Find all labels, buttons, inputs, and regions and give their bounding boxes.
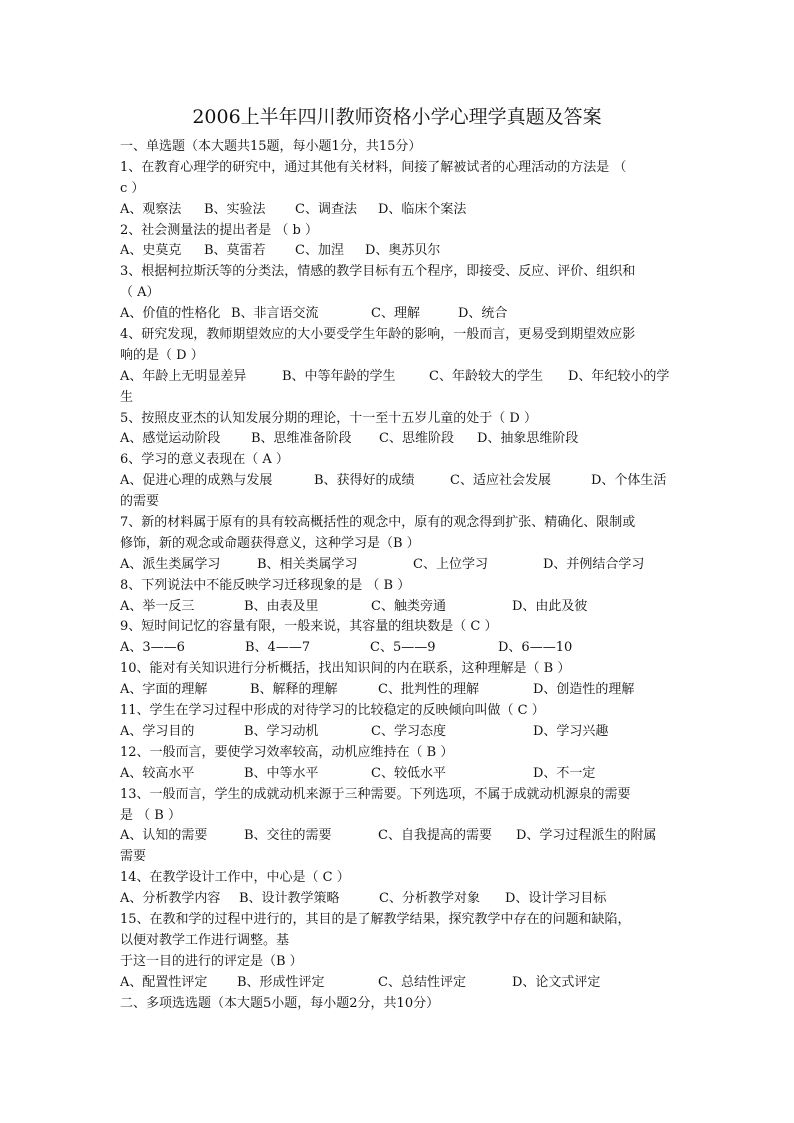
option-item: A、较高水平 <box>120 765 195 781</box>
text-line: 修饰，新的观念或命题获得意义，这种学习是（B ） <box>120 535 420 551</box>
option-item: B、非言语交流 <box>231 306 319 322</box>
option-row <box>120 429 680 450</box>
option-item: B、学习动机 <box>244 723 319 739</box>
option-row <box>120 555 680 576</box>
option-row <box>120 304 680 325</box>
text-line: 14、在教学设计工作中，中心是（ C ） <box>120 870 350 886</box>
text-line: 5、按照皮亚杰的认知发展分期的理论，十一至十五岁儿童的处于（ D ） <box>120 410 537 426</box>
text-line: 生 <box>120 389 134 405</box>
option-item: C、上位学习 <box>413 556 488 572</box>
option-row <box>120 973 680 994</box>
option-item: A、感觉运动阶段 <box>120 431 221 447</box>
option-item: D、学习兴趣 <box>533 723 609 739</box>
option-item: C、触类旁通 <box>371 598 446 614</box>
text-line: 13、一般而言，学生的成就动机来源于三种需要。下列选项，不属于成就动机源泉的需要 <box>120 786 631 802</box>
option-item: D、并例结合学习 <box>543 556 645 572</box>
option-row <box>120 638 680 659</box>
option-item: A、价值的性格化 <box>120 306 221 322</box>
option-item: A、配置性评定 <box>120 974 208 990</box>
option-item: B、中等年龄的学生 <box>282 368 396 384</box>
option-item: B、相关类属学习 <box>257 556 358 572</box>
option-item: B、设计教学策略 <box>239 891 340 907</box>
option-row <box>120 722 680 743</box>
option-item: D、个体生活 <box>591 473 667 489</box>
text-line: 4、研究发现，教师期望效应的大小要受学生年龄的影响，一般而言，更易受到期望效应影 <box>120 327 636 343</box>
option-item: D、由此及彼 <box>512 598 588 614</box>
text-line: 一、单选题（本大题共15题，每小题1分，共15分） <box>120 139 422 154</box>
text-line: 以便对教学工作进行调整。基 <box>120 932 290 948</box>
option-item: A、史莫克 <box>120 243 182 259</box>
text-line: 是 （ B ） <box>120 807 181 823</box>
option-item: B、4——7 <box>245 640 311 656</box>
option-item: C、批判性的理解 <box>378 682 479 698</box>
option-item: C、5——9 <box>370 640 436 656</box>
option-item: B、实验法 <box>204 201 266 217</box>
option-item: D、统合 <box>458 306 508 322</box>
text-line: （ A） <box>120 285 160 301</box>
option-item: C、思维阶段 <box>379 431 454 447</box>
option-row <box>120 367 680 388</box>
text-line: 7、新的材料属于原有的具有较高概括性的观念中，原有的观念得到扩张、精确化、限制或 <box>120 515 636 531</box>
option-item: B、获得好的成绩 <box>314 473 415 489</box>
option-item: B、由表及里 <box>244 598 319 614</box>
option-item: C、自我提高的需要 <box>378 828 492 844</box>
option-item: A、字面的理解 <box>120 682 208 698</box>
option-item: D、不一定 <box>533 765 596 781</box>
text-line: c ） <box>120 180 145 196</box>
option-item: D、6——10 <box>498 640 573 656</box>
option-item: A、分析教学内容 <box>120 891 221 907</box>
document-title: 2006上半年四川教师资格小学心理学真题及答案 <box>192 106 602 128</box>
text-line: 9、短时间记忆的容量有限，一般来说，其容量的组块数是（ C ） <box>120 619 498 635</box>
option-item: C、分析教学对象 <box>379 891 480 907</box>
text-line: 响的是（ D ） <box>120 347 204 363</box>
option-row <box>120 680 680 701</box>
option-item: A、观察法 <box>120 201 182 217</box>
option-item: C、年龄较大的学生 <box>429 368 543 384</box>
option-item: C、学习态度 <box>371 723 446 739</box>
text-line: 11、学生在学习过程中形成的对待学习的比较稳定的反映倾向叫做（ C ） <box>120 703 545 719</box>
option-item: B、形成性评定 <box>237 974 325 990</box>
option-item: A、举一反三 <box>120 598 195 614</box>
option-row <box>120 200 680 221</box>
option-item: A、年龄上无明显差异 <box>120 368 247 384</box>
option-item: B、中等水平 <box>244 765 319 781</box>
option-item: A、促进心理的成熟与发展 <box>120 473 273 489</box>
option-item: D、年纪较小的学 <box>568 368 670 384</box>
option-item: C、较低水平 <box>371 765 446 781</box>
option-item: A、学习目的 <box>120 723 195 739</box>
option-row <box>120 241 680 262</box>
option-row <box>120 764 680 785</box>
option-item: C、加涅 <box>295 243 344 259</box>
text-line: 于这一目的进行的评定是（B ） <box>120 953 303 969</box>
text-line: 10、能对有关知识进行分析概括，找出知识间的内在联系，这种理解是（ B ） <box>120 661 571 677</box>
option-row <box>120 826 680 847</box>
text-line: 3、根据柯拉斯沃等的分类法，情感的教学目标有五个程序，即接受、反应、评价、组织和 <box>120 264 636 280</box>
option-item: D、学习过程派生的附属 <box>516 828 657 844</box>
option-item: B、莫雷若 <box>204 243 266 259</box>
text-line: 15、在教和学的过程中进行的，其目的是了解教学结果，探究教学中存在的问题和缺陷， <box>120 911 631 927</box>
text-line: 1、在教育心理学的研究中，通过其他有关材料，间接了解被试者的心理活动的方法是 （ <box>120 159 627 175</box>
option-item: D、论文式评定 <box>512 974 601 990</box>
text-line: 6、学习的意义表现在（ A ） <box>120 452 289 468</box>
text-line: 的需要 <box>120 494 160 510</box>
option-row <box>120 471 680 492</box>
option-item: C、适应社会发展 <box>450 473 551 489</box>
option-row <box>120 597 680 618</box>
text-line: 需要 <box>120 849 147 865</box>
option-item: C、理解 <box>371 306 420 322</box>
option-item: A、认知的需要 <box>120 828 208 844</box>
option-item: D、创造性的理解 <box>533 682 635 698</box>
option-item: C、调查法 <box>295 201 357 217</box>
option-item: B、解释的理解 <box>250 682 338 698</box>
text-line: 二、多项选选题（本大题5小题，每小题2分，共10分） <box>120 995 440 1011</box>
option-item: C、总结性评定 <box>378 974 466 990</box>
text-line: 12、一般而言，要使学习效率较高，动机应维持在（ B ） <box>120 744 454 760</box>
option-item: A、3——6 <box>120 640 185 656</box>
option-item: B、交往的需要 <box>244 828 332 844</box>
question-list <box>120 137 680 1014</box>
option-item: D、临床个案法 <box>378 201 467 217</box>
option-item: D、设计学习目标 <box>505 891 607 907</box>
option-item: A、派生类属学习 <box>120 556 221 572</box>
option-item: B、思维准备阶段 <box>251 431 352 447</box>
option-row <box>120 889 680 910</box>
text-line: 2、社会测量法的提出者是 （ b ） <box>120 222 318 238</box>
text-line: 8、下列说法中不能反映学习迁移现象的是 （ B ） <box>120 577 411 593</box>
option-item: D、奥苏贝尔 <box>365 243 441 259</box>
option-item: D、抽象思维阶段 <box>477 431 579 447</box>
